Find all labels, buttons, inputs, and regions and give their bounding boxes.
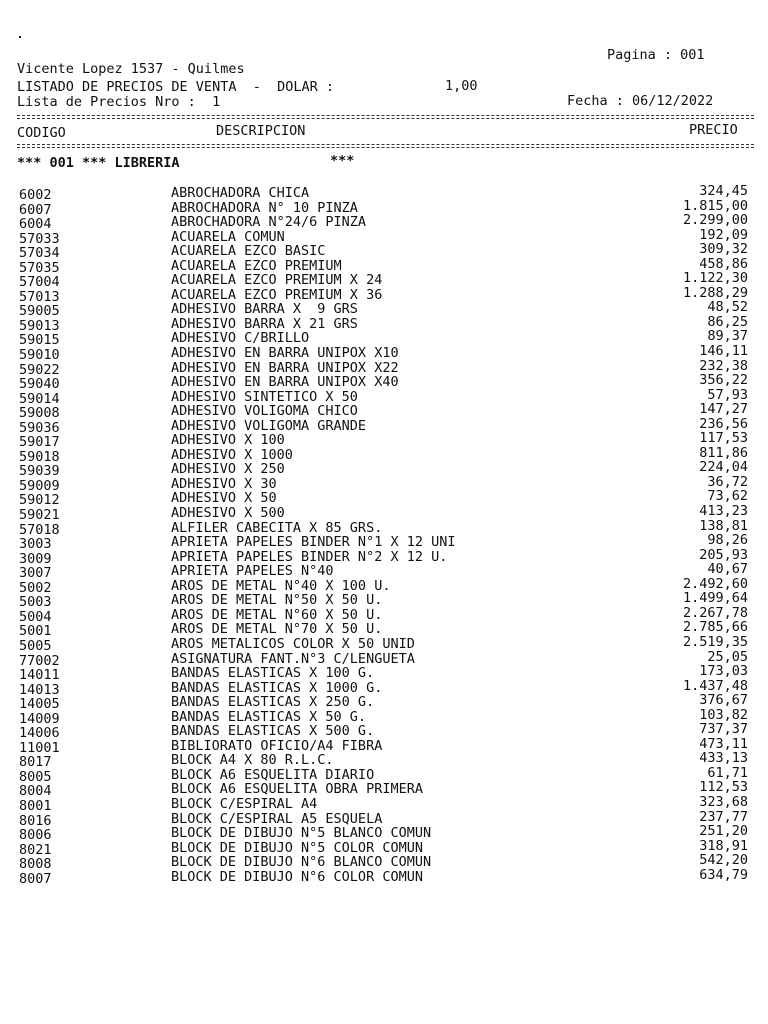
item-price: 237,77 bbox=[699, 808, 748, 825]
table-row bbox=[0, 575, 768, 596]
stray-dot bbox=[19, 36, 21, 38]
item-code: 59008 bbox=[19, 405, 60, 422]
item-code: 6004 bbox=[19, 216, 52, 233]
header-divider-2 bbox=[17, 147, 754, 148]
table-row bbox=[0, 808, 768, 829]
item-description: APRIETA PAPELES BINDER N°2 X 12 U. bbox=[171, 548, 448, 565]
table-row bbox=[0, 764, 768, 785]
item-code: 57004 bbox=[19, 274, 60, 291]
item-description: BLOCK A6 ESQUELITA DIARIO bbox=[171, 766, 375, 783]
item-code: 5004 bbox=[19, 608, 52, 625]
item-description: BLOCK A6 ESQUELITA OBRA PRIMERA bbox=[171, 781, 423, 798]
table-row bbox=[0, 561, 768, 582]
item-price: 318,91 bbox=[699, 837, 748, 854]
item-code: 59022 bbox=[19, 361, 60, 378]
item-description: BLOCK A4 X 80 R.L.C. bbox=[171, 752, 334, 769]
item-price: 1.288,29 bbox=[682, 284, 748, 301]
table-row bbox=[0, 270, 768, 291]
item-code: 5001 bbox=[19, 623, 52, 640]
item-price: 36,72 bbox=[707, 473, 748, 490]
item-description: AROS DE METAL N°40 X 100 U. bbox=[171, 577, 391, 594]
item-code: 8001 bbox=[19, 797, 52, 814]
item-description: AROS DE METAL N°60 X 50 U. bbox=[171, 606, 383, 623]
item-description: BANDAS ELASTICAS X 250 G. bbox=[171, 694, 375, 711]
company-address: Vicente Lopez 1537 - Quilmes bbox=[17, 61, 245, 77]
item-code: 77002 bbox=[19, 652, 60, 669]
item-description: ABROCHADORA N°24/6 PINZA bbox=[171, 214, 367, 231]
item-price: 48,52 bbox=[707, 299, 748, 316]
item-code: 59012 bbox=[19, 492, 60, 509]
item-description: ADHESIVO X 100 bbox=[171, 432, 285, 449]
item-code: 8004 bbox=[19, 783, 52, 800]
item-code: 59021 bbox=[19, 507, 60, 524]
item-code: 14013 bbox=[19, 681, 60, 698]
item-code: 14011 bbox=[19, 667, 60, 684]
table-row bbox=[0, 517, 768, 538]
item-price: 173,03 bbox=[699, 663, 748, 680]
item-price: 224,04 bbox=[699, 459, 748, 476]
table-row bbox=[0, 197, 768, 218]
item-price: 433,13 bbox=[699, 750, 748, 767]
item-price: 1.122,30 bbox=[682, 270, 748, 287]
item-code: 3007 bbox=[19, 565, 52, 582]
table-row bbox=[0, 430, 768, 451]
table-row bbox=[0, 633, 768, 654]
item-description: APRIETA PAPELES BINDER N°1 X 12 UNI bbox=[171, 534, 456, 551]
item-code: 14005 bbox=[19, 696, 60, 713]
item-description: ADHESIVO BARRA X 21 GRS bbox=[171, 315, 358, 332]
page-number: Pagina : 001 bbox=[607, 47, 705, 63]
item-price: 737,37 bbox=[699, 721, 748, 738]
table-row bbox=[0, 459, 768, 480]
item-code: 59040 bbox=[19, 376, 60, 393]
item-code: 5002 bbox=[19, 579, 52, 596]
item-price: 192,09 bbox=[699, 226, 748, 243]
item-price: 1.437,48 bbox=[682, 677, 748, 694]
item-price: 138,81 bbox=[699, 517, 748, 534]
item-description: ADHESIVO X 500 bbox=[171, 505, 285, 522]
item-description: ABROCHADORA CHICA bbox=[171, 185, 310, 201]
table-row bbox=[0, 590, 768, 611]
item-code: 57013 bbox=[19, 288, 60, 305]
item-code: 14009 bbox=[19, 710, 60, 727]
table-row bbox=[0, 793, 768, 814]
item-price: 232,38 bbox=[699, 357, 748, 374]
table-row bbox=[0, 212, 768, 233]
table-row bbox=[0, 779, 768, 800]
item-code: 59009 bbox=[19, 477, 60, 494]
table-row bbox=[0, 663, 768, 684]
item-code: 14006 bbox=[19, 725, 60, 742]
item-price: 458,86 bbox=[699, 255, 748, 272]
item-code: 3003 bbox=[19, 536, 52, 553]
item-code: 8007 bbox=[19, 870, 52, 887]
item-price: 2.299,00 bbox=[682, 212, 748, 229]
table-row bbox=[0, 284, 768, 305]
table-row bbox=[0, 473, 768, 494]
item-description: ADHESIVO X 250 bbox=[171, 461, 285, 478]
table-row bbox=[0, 241, 768, 262]
item-price: 811,86 bbox=[699, 444, 748, 461]
item-price: 86,25 bbox=[707, 313, 748, 330]
table-row bbox=[0, 226, 768, 247]
item-description: ADHESIVO VOLIGOMA CHICO bbox=[171, 403, 358, 420]
item-code: 11001 bbox=[19, 739, 60, 756]
item-code: 6002 bbox=[19, 187, 52, 203]
item-price: 324,45 bbox=[699, 183, 748, 199]
item-price: 1.499,64 bbox=[682, 590, 748, 607]
item-description: AROS DE METAL N°70 X 50 U. bbox=[171, 621, 383, 638]
price-list-number: Lista de Precios Nro : 1 bbox=[17, 94, 221, 110]
table-row bbox=[0, 852, 768, 873]
table-row bbox=[0, 532, 768, 553]
item-code: 57033 bbox=[19, 230, 60, 247]
table-row bbox=[0, 735, 768, 756]
item-price: 2.785,66 bbox=[682, 619, 748, 636]
item-price: 356,22 bbox=[699, 372, 748, 389]
item-code: 5003 bbox=[19, 594, 52, 611]
item-price: 205,93 bbox=[699, 546, 748, 563]
table-row bbox=[0, 604, 768, 625]
item-price: 473,11 bbox=[699, 735, 748, 752]
top-divider bbox=[17, 115, 754, 116]
item-description: BLOCK C/ESPIRAL A4 bbox=[171, 795, 318, 812]
column-header-codigo: CODIGO bbox=[17, 125, 66, 141]
item-price: 146,11 bbox=[699, 343, 748, 360]
table-row bbox=[0, 546, 768, 567]
item-code: 59039 bbox=[19, 463, 60, 480]
table-row bbox=[0, 401, 768, 422]
section-stars: *** bbox=[330, 153, 355, 169]
item-price: 542,20 bbox=[699, 852, 748, 869]
item-code: 59005 bbox=[19, 303, 60, 320]
item-description: ASIGNATURA FANT.N°3 C/LENGUETA bbox=[171, 650, 415, 667]
item-description: ACUARELA EZCO PREMIUM X 36 bbox=[171, 286, 383, 303]
price-table bbox=[0, 183, 768, 887]
column-header-descripcion: DESCRIPCION bbox=[216, 123, 306, 139]
item-description: ADHESIVO C/BRILLO bbox=[171, 330, 310, 347]
item-price: 117,53 bbox=[699, 430, 748, 447]
item-price: 57,93 bbox=[707, 386, 748, 403]
table-row bbox=[0, 503, 768, 524]
item-description: BANDAS ELASTICAS X 50 G. bbox=[171, 708, 367, 725]
item-code: 8016 bbox=[19, 812, 52, 829]
table-row bbox=[0, 357, 768, 378]
item-description: BANDAS ELASTICAS X 1000 G. bbox=[171, 679, 383, 696]
item-code: 5005 bbox=[19, 637, 52, 654]
item-description: ADHESIVO X 30 bbox=[171, 475, 277, 492]
item-price: 61,71 bbox=[707, 764, 748, 781]
item-price: 309,32 bbox=[699, 241, 748, 258]
item-price: 40,67 bbox=[707, 561, 748, 578]
item-price: 2.267,78 bbox=[682, 604, 748, 621]
header-divider bbox=[17, 144, 754, 145]
item-description: ACUARELA EZCO PREMIUM X 24 bbox=[171, 272, 383, 289]
item-price: 112,53 bbox=[699, 779, 748, 796]
item-price: 147,27 bbox=[699, 401, 748, 418]
item-description: ADHESIVO EN BARRA UNIPOX X10 bbox=[171, 345, 399, 362]
item-description: ADHESIVO X 1000 bbox=[171, 446, 293, 463]
table-row bbox=[0, 677, 768, 698]
item-description: ADHESIVO VOLIGOMA GRANDE bbox=[171, 417, 367, 434]
item-code: 8006 bbox=[19, 827, 52, 844]
item-description: BANDAS ELASTICAS X 500 G. bbox=[171, 723, 375, 740]
table-row bbox=[0, 183, 768, 203]
item-code: 59017 bbox=[19, 434, 60, 451]
table-row bbox=[0, 750, 768, 771]
item-description: ADHESIVO SINTETICO X 50 bbox=[171, 388, 358, 405]
item-description: BLOCK C/ESPIRAL A5 ESQUELA bbox=[171, 810, 383, 827]
item-description: BLOCK DE DIBUJO N°5 BLANCO COMUN bbox=[171, 825, 432, 842]
item-description: ABROCHADORA N° 10 PINZA bbox=[171, 199, 358, 216]
dolar-value: 1,00 bbox=[445, 78, 478, 94]
item-price: 73,62 bbox=[707, 488, 748, 505]
top-divider-2 bbox=[17, 118, 754, 119]
table-row bbox=[0, 706, 768, 727]
item-description: BLOCK DE DIBUJO N°6 BLANCO COMUN bbox=[171, 854, 432, 871]
section-title: *** 001 *** LIBRERIA bbox=[17, 155, 180, 171]
table-row bbox=[0, 415, 768, 436]
table-row bbox=[0, 313, 768, 334]
item-code: 59010 bbox=[19, 347, 60, 364]
table-row bbox=[0, 255, 768, 276]
item-code: 57034 bbox=[19, 245, 60, 262]
item-description: ADHESIVO EN BARRA UNIPOX X40 bbox=[171, 374, 399, 391]
table-row bbox=[0, 823, 768, 844]
item-price: 25,05 bbox=[707, 648, 748, 665]
item-description: ALFILER CABECITA X 85 GRS. bbox=[171, 519, 383, 536]
item-description: ACUARELA EZCO PREMIUM bbox=[171, 257, 342, 274]
item-code: 57018 bbox=[19, 521, 60, 538]
item-code: 59013 bbox=[19, 317, 60, 334]
item-price: 103,82 bbox=[699, 706, 748, 723]
listado-title: LISTADO DE PRECIOS DE VENTA - DOLAR : bbox=[17, 79, 334, 95]
table-row bbox=[0, 866, 768, 887]
table-row bbox=[0, 837, 768, 858]
item-description: BLOCK DE DIBUJO N°6 COLOR COMUN bbox=[171, 868, 423, 885]
item-description: ADHESIVO BARRA X 9 GRS bbox=[171, 301, 358, 318]
item-price: 323,68 bbox=[699, 793, 748, 810]
item-code: 6007 bbox=[19, 201, 52, 218]
item-price: 2.492,60 bbox=[682, 575, 748, 592]
item-code: 8005 bbox=[19, 768, 52, 785]
table-row bbox=[0, 299, 768, 320]
item-code: 57035 bbox=[19, 259, 60, 276]
column-header-precio: PRECIO bbox=[689, 122, 738, 138]
item-code: 8021 bbox=[19, 841, 52, 858]
item-price: 634,79 bbox=[699, 866, 748, 883]
table-row bbox=[0, 343, 768, 364]
report-date: Fecha : 06/12/2022 bbox=[567, 93, 714, 109]
item-code: 8008 bbox=[19, 856, 52, 873]
item-price: 376,67 bbox=[699, 692, 748, 709]
item-price: 98,26 bbox=[707, 532, 748, 549]
item-description: BANDAS ELASTICAS X 100 G. bbox=[171, 665, 375, 682]
item-description: BIBLIORATO OFICIO/A4 FIBRA bbox=[171, 737, 383, 754]
item-description: BLOCK DE DIBUJO N°5 COLOR COMUN bbox=[171, 839, 423, 856]
item-description: ACUARELA EZCO BASIC bbox=[171, 243, 326, 260]
table-row bbox=[0, 444, 768, 465]
item-price: 2.519,35 bbox=[682, 633, 748, 650]
item-price: 89,37 bbox=[707, 328, 748, 345]
item-code: 59015 bbox=[19, 332, 60, 349]
item-description: ACUARELA COMUN bbox=[171, 228, 285, 245]
item-description: AROS DE METAL N°50 X 50 U. bbox=[171, 592, 383, 609]
item-description: APRIETA PAPELES N°40 bbox=[171, 563, 334, 580]
table-row bbox=[0, 619, 768, 640]
table-row bbox=[0, 721, 768, 742]
item-code: 59018 bbox=[19, 448, 60, 465]
item-code: 8017 bbox=[19, 754, 52, 771]
item-price: 236,56 bbox=[699, 415, 748, 432]
item-description: AROS METALICOS COLOR X 50 UNID bbox=[171, 635, 415, 652]
table-row bbox=[0, 328, 768, 349]
item-description: ADHESIVO X 50 bbox=[171, 490, 277, 507]
item-price: 251,20 bbox=[699, 823, 748, 840]
item-price: 1.815,00 bbox=[682, 197, 748, 214]
item-code: 3009 bbox=[19, 550, 52, 567]
table-row bbox=[0, 692, 768, 713]
item-price: 413,23 bbox=[699, 503, 748, 520]
item-description: ADHESIVO EN BARRA UNIPOX X22 bbox=[171, 359, 399, 376]
table-row bbox=[0, 386, 768, 407]
item-code: 59036 bbox=[19, 419, 60, 436]
item-code: 59014 bbox=[19, 390, 60, 407]
table-row bbox=[0, 648, 768, 669]
table-row bbox=[0, 372, 768, 393]
table-row bbox=[0, 488, 768, 509]
